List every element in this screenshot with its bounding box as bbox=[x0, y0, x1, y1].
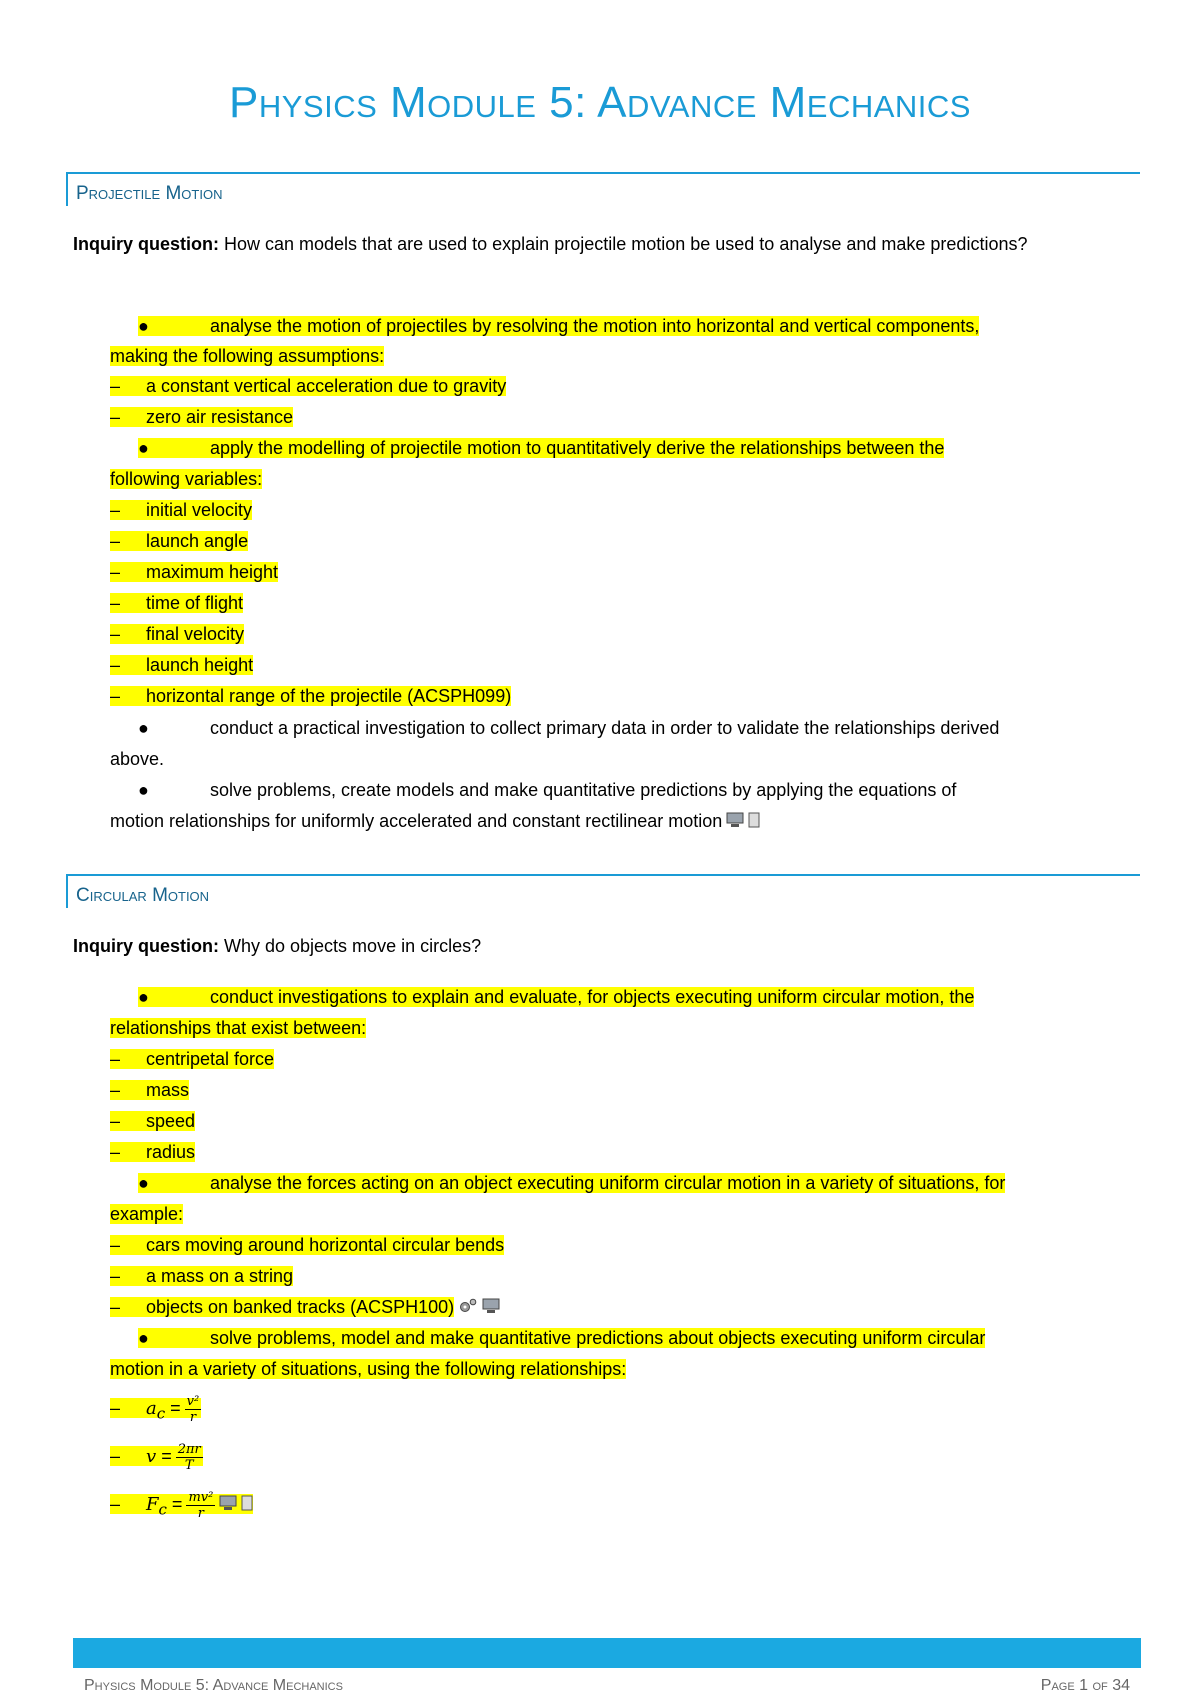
page-title: Physics Module 5: Advance Mechanics bbox=[229, 78, 971, 127]
section-heading-text: Projectile Motion bbox=[76, 183, 223, 204]
list-item: – a constant vertical acceleration due to gravity bbox=[110, 376, 507, 396]
gear-icon bbox=[458, 1294, 478, 1322]
computer-icon bbox=[219, 1485, 237, 1525]
equation-centripetal-force: – $F_c$ = $\frac{\text{mv²}}{r}$ bbox=[110, 1484, 253, 1530]
bullet-icon: ● bbox=[138, 987, 149, 1007]
bullet-icon: ● bbox=[138, 438, 149, 458]
bullet-item: ● apply the modelling of projectile motion to quantitatively derive the relationships between the bbox=[138, 434, 944, 462]
section-heading-circular bbox=[66, 874, 1140, 908]
document-icon bbox=[748, 808, 760, 836]
list-item: – centripetal force bbox=[110, 1049, 275, 1069]
list-item: – launch height bbox=[110, 655, 254, 675]
inquiry-label: Inquiry question: bbox=[73, 234, 219, 254]
bullet-icon: ● bbox=[138, 780, 149, 800]
bullet-continuation: motion in a variety of situations, using the following relationships: bbox=[110, 1359, 627, 1379]
bullet-item: ● conduct investigations to explain and evaluate, for objects executing uniform circular motion, the bbox=[138, 983, 974, 1011]
bullet-continuation: relationships that exist between: bbox=[110, 1018, 367, 1038]
inquiry-label: Inquiry question: bbox=[73, 936, 219, 956]
section-heading-projectile bbox=[66, 172, 1140, 206]
bullet-continuation: above. bbox=[110, 749, 165, 769]
list-item: – speed bbox=[110, 1111, 196, 1131]
inquiry-question bbox=[73, 229, 1073, 260]
bullet-item: ● solve problems, create models and make quantitative predictions by applying the equations of bbox=[138, 776, 956, 804]
bullet-item: ● conduct a practical investigation to collect primary data in order to validate the relationships derived bbox=[138, 714, 999, 742]
bullet-continuation: following variables: bbox=[110, 469, 263, 489]
list-item: – final velocity bbox=[110, 624, 245, 644]
bullet-icon: ● bbox=[138, 1173, 149, 1193]
bullet-continuation: motion relationships for uniformly accelerated and constant rectilinear motion bbox=[110, 807, 760, 836]
computer-icon bbox=[482, 1294, 500, 1322]
list-item: – mass bbox=[110, 1080, 190, 1100]
page-number: Page 1 of 34 bbox=[1040, 1677, 1130, 1694]
document-icon bbox=[241, 1485, 253, 1525]
computer-icon bbox=[726, 808, 744, 836]
list-item: – initial velocity bbox=[110, 500, 253, 520]
fraction: $\frac{2\pi r}{T}$ bbox=[177, 1441, 201, 1473]
bullet-item: ● analyse the motion of projectiles by resolving the motion into horizontal and vertical components, bbox=[138, 312, 979, 340]
bullet-item: ● analyse the forces acting on an object executing uniform circular motion in a variety of situations, for bbox=[138, 1169, 1005, 1197]
list-item: – radius bbox=[110, 1142, 196, 1162]
bullet-icon: ● bbox=[138, 1328, 149, 1348]
list-item: – maximum height bbox=[110, 562, 279, 582]
footer-bar bbox=[73, 1638, 1141, 1668]
bullet-continuation: example: bbox=[110, 1204, 184, 1224]
list-item: – zero air resistance bbox=[110, 407, 294, 427]
list-item: – objects on banked tracks (ACSPH100) bbox=[110, 1293, 500, 1322]
footer-title: Physics Module 5: Advance Mechanics bbox=[84, 1677, 343, 1694]
bullet-continuation: making the following assumptions: bbox=[110, 346, 385, 366]
inquiry-question bbox=[73, 931, 1073, 962]
equation-centripetal-acceleration: – $a_c$ = $\frac{\text{v²}}{r}$ bbox=[110, 1393, 200, 1425]
list-item: – a mass on a string bbox=[110, 1266, 294, 1286]
equation-velocity: – v = $\frac{2\pi r}{T}$ bbox=[110, 1441, 201, 1473]
bullet-item: ● solve problems, model and make quantitative predictions about objects executing uniform circular bbox=[138, 1324, 985, 1352]
list-item: – cars moving around horizontal circular bends bbox=[110, 1235, 505, 1255]
fraction: $\frac{\text{mv²}}{r}$ bbox=[188, 1489, 214, 1521]
list-item: – horizontal range of the projectile (ACSPH099) bbox=[110, 686, 512, 706]
list-item: – time of flight bbox=[110, 593, 244, 613]
inquiry-text: How can models that are used to explain projectile motion be used to analyse and make predictions? bbox=[219, 234, 1028, 254]
section-heading-text: Circular Motion bbox=[76, 885, 210, 906]
bullet-icon: ● bbox=[138, 718, 149, 738]
list-item: – launch angle bbox=[110, 531, 249, 551]
bullet-icon: ● bbox=[138, 316, 149, 336]
inquiry-text: Why do objects move in circles? bbox=[219, 936, 482, 956]
fraction: $\frac{\text{v²}}{r}$ bbox=[186, 1393, 200, 1425]
